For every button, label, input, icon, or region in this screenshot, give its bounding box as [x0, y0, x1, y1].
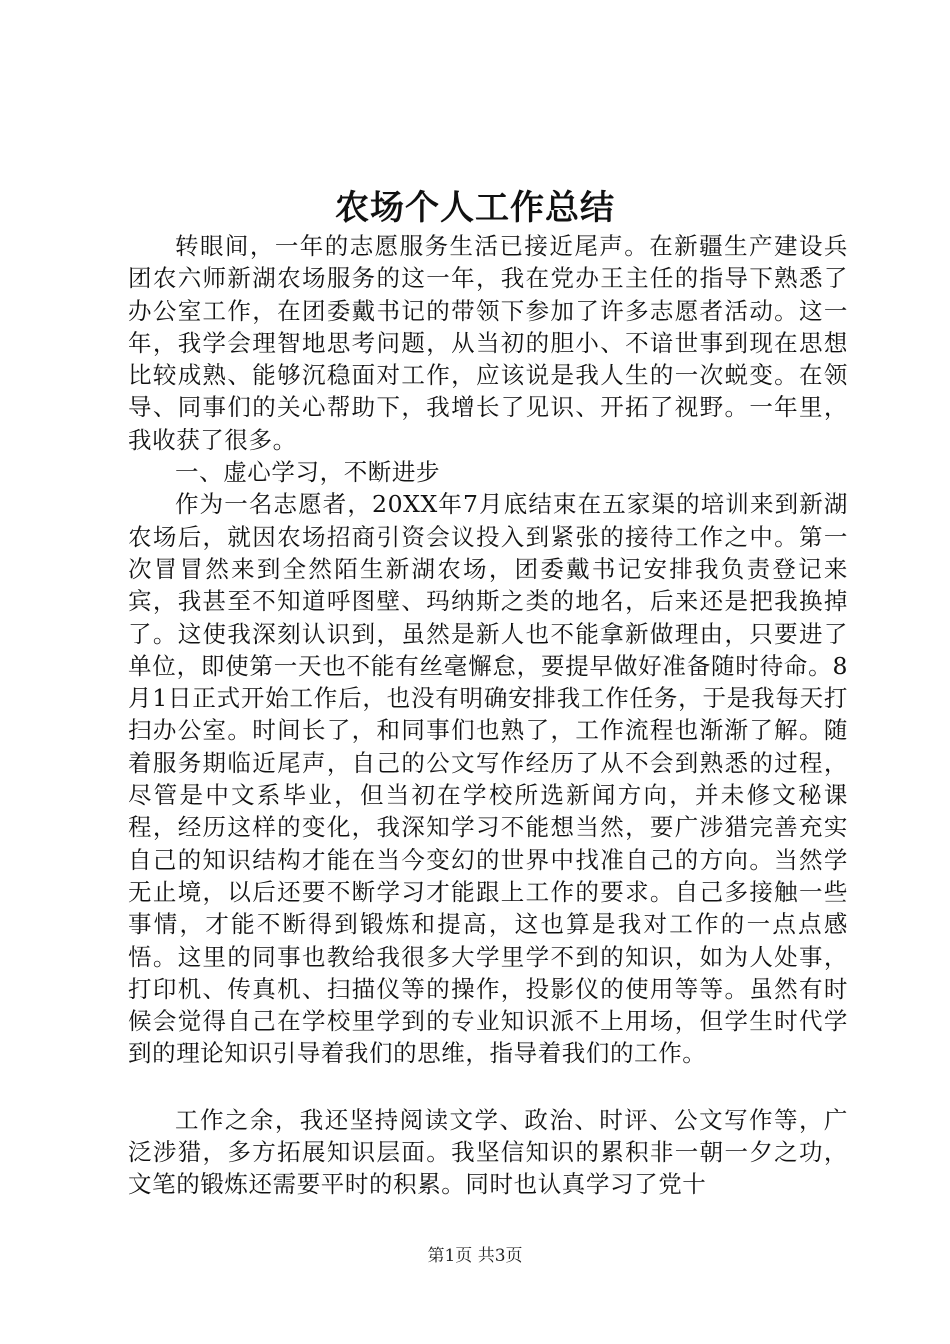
- document-title: 农场个人工作总结: [335, 188, 615, 228]
- paragraph-gap: [128, 1070, 848, 1104]
- page-number-footer: 第1页 共3页: [427, 1246, 523, 1266]
- paragraph-intro: 转眼间，一年的志愿服务生活已接近尾声。在新疆生产建设兵团农六师新湖农场服务的这一年，我在党办王主任的指导下熟悉了办公室工作，在团委戴书记的带领下参加了许多志愿者活动。这一年，我学会理智地思考问题，从当初的胆小、不谙世事到现在思想比较成熟、能够沉稳面对工作，应该说是我人生的一次蜕变。在领导、同事们的关心帮助下，我增长了见识、开拓了视野。一年里，我收获了很多。: [128, 232, 848, 454]
- paragraph-section-1: 作为一名志愿者，20XX年7月底结束在五家渠的培训来到新湖农场后，就因农场招商引资会议投入到紧张的接待工作之中。第一次冒冒然来到全然陌生新湖农场，团委戴书记安排我负责登记来宾，我甚至不知道呼图壁、玛纳斯之类的地名，后来还是把我换掉了。这使我深刻认识到，虽然是新人也不能拿新做理由，只要进了单位，即使第一天也不能有丝毫懈怠，要提早做好准备随时待命。8月1日正式开始工作后，也没有明确安排我工作任务，于是我每天打扫办公室。时间长了，和同事们也熟了，工作流程也渐渐了解。随着服务期临近尾声，自己的公文写作经历了从不会到熟悉的过程，尽管是中文系毕业，但当初在学校所选新闻方向，并未修文秘课程，经历这样的变化，我深知学习不能想当然，要广涉猎完善充实自己的知识结构才能在当今变幻的世界中找准自己的方向。当然学无止境，以后还要不断学习才能跟上工作的要求。自己多接触一些事情，才能不断得到锻炼和提高，这也算是我对工作的一点点感悟。这里的同事也教给我很多大学里学不到的知识，如为人处事，打印机、传真机、扫描仪等的操作，投影仪的使用等等。虽然有时候会觉得自己在学校里学到的专业知识派不上用场，但学生时代学到的理论知识引导着我们的思维，指导着我们的工作。: [128, 490, 848, 1068]
- section-heading-1: 一、虚心学习，不断进步: [175, 458, 441, 487]
- paragraph-reading: 工作之余，我还坚持阅读文学、政治、时评、公文写作等，广泛涉猎，多方拓展知识层面。我坚信知识的累积非一朝一夕之功，文笔的锻炼还需要平时的积累。同时也认真学习了党十: [128, 1105, 848, 1199]
- document-body: [128, 230, 848, 1201]
